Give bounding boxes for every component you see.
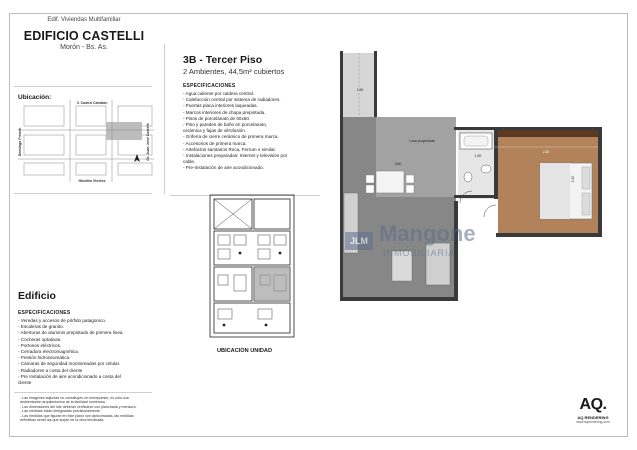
- disclaimer-line: - Las medidas que figuran en este plano son aproximadas, las medidas: [20, 413, 134, 418]
- spec-item: - Agua caliente por caldera central.: [183, 91, 254, 96]
- header-title: EDIFICIO CASTELLI: [23, 29, 145, 43]
- unit-title: 3B - Tercer Piso: [183, 54, 263, 66]
- divider: [14, 193, 152, 194]
- plan-caption: UBICACION UNIDAD: [217, 348, 273, 354]
- lot-highlight: [106, 122, 142, 140]
- header: [14, 17, 154, 51]
- sink: [481, 165, 491, 173]
- street-left: Domingo French: [18, 127, 22, 157]
- street-top: V. Castro Cambón: [76, 101, 108, 105]
- dim-living: 3.60: [394, 162, 402, 166]
- building-location-plan: [206, 191, 298, 341]
- disclaimer: [20, 396, 160, 422]
- toilet: [464, 172, 472, 182]
- dim-balcony: 1.50: [356, 88, 364, 92]
- floor-plan: [334, 45, 604, 307]
- dim-bedroom-h: 2.30: [571, 175, 575, 183]
- dim-bedroom-w: 2.25: [542, 150, 550, 154]
- disclaimer-line: ambientación arquitectónica de la facilidad numerosa.: [20, 400, 106, 405]
- spec-item: - Pisos de porcelanato de 60x60.: [183, 115, 251, 121]
- disclaimer-line: definitivas serán las que surjan de la obra terminada.: [20, 418, 105, 423]
- building-specs-list: [18, 318, 124, 386]
- spec-item: - Presión hidroneumática.: [18, 355, 71, 361]
- spec-item: - Accesorios de primera marca.: [183, 140, 247, 146]
- spec-item: - Cerradura electromagnética.: [18, 349, 80, 355]
- street-bottom: Hipólito Vieytes: [78, 179, 106, 182]
- street-right: Dr. Juan José Castelli: [146, 123, 150, 161]
- dining-table: [376, 171, 404, 193]
- dim-bath: 1.50: [474, 154, 482, 158]
- spec-item: - Aberturas de aluminio prepintado de primera linea.: [18, 330, 124, 336]
- brand-name: AQ RENDERING: [577, 415, 609, 420]
- watermark: [333, 218, 513, 258]
- disclaimer-line: - Las dimensiones del lote deberán verificarse con planchada y mensura.: [20, 404, 137, 409]
- disclaimer-line: - Las imagenes adjuntas no constituyen un entrepuesto, es solo una: [20, 396, 129, 400]
- header-subtitle: Edif. Viviendas Multifamiliar: [47, 17, 121, 23]
- spec-item: - Artefactos sanitarios Roca, Ferrum o similar.: [183, 146, 276, 152]
- spec-item: - Piso y paredes de baño en porcelanato,: [183, 122, 268, 128]
- building-heading: Edificio: [18, 290, 56, 302]
- spec-item: - Pre Instalación de aire acondicionado a costa del: [18, 373, 121, 379]
- spec-item: - Marcos interiores de chapa prepintada.: [183, 109, 266, 115]
- disclaimer-line: - Las medidas están designadas provisionalmente.: [20, 409, 101, 414]
- spec-item: - Grifería de cierre cerámico de primera marca.: [183, 134, 279, 140]
- unit-highlight: [254, 267, 290, 301]
- spec-item: - Calefacción central por sistema de radiadores.: [183, 97, 281, 103]
- spec-item: - Cámaras de seguridad monitoreadas por celular.: [18, 361, 121, 367]
- slab-label: Losa proyectada: [409, 139, 435, 143]
- spec-item: - Portones eléctricos.: [18, 342, 62, 348]
- spec-item: - Radiadores a costa del cliente: [18, 367, 83, 373]
- brand-logo: AQ.: [579, 396, 607, 413]
- brand: [565, 396, 621, 424]
- spec-item: cliente: [18, 380, 32, 386]
- brand-url: www.aqrendering.com: [576, 420, 610, 424]
- location-map: [18, 100, 154, 182]
- unit-specs-list: [183, 91, 287, 172]
- location-heading: Ubicación:: [18, 94, 52, 101]
- spec-item: - Pre-Instalación de aire acondicionado.: [183, 165, 264, 171]
- divider: [14, 86, 152, 87]
- unit-subtitle: 2 Ambientes, 44,5m² cubiertos: [183, 67, 285, 76]
- spec-item: - Instalaciones preparadas: Internet y televisión por: [183, 153, 288, 159]
- divider: [14, 392, 152, 393]
- divider: [164, 44, 165, 194]
- watermark-name: Mangone: [379, 221, 476, 246]
- spec-item: - Puertas placa interiores laqueadas.: [183, 103, 258, 109]
- spec-item: - Cocheras optativas.: [18, 336, 62, 342]
- watermark-sub: INMOBILIARIA: [383, 248, 456, 258]
- spec-item: - Veredas y accesos de pórfido patagonico.: [18, 318, 107, 323]
- building-specs-heading: ESPECIFICACIONES: [18, 310, 71, 316]
- header-location: Morón - Bs. As.: [60, 44, 108, 51]
- spec-item: cerámica y fajas de vitrofusión.: [183, 128, 247, 134]
- watermark-badge: JLM: [345, 232, 373, 250]
- unit-specs-heading: ESPECIFICACIONES: [183, 83, 236, 89]
- spec-item: - Escaleras de granito.: [18, 324, 64, 330]
- spec-item: cable.: [183, 159, 196, 165]
